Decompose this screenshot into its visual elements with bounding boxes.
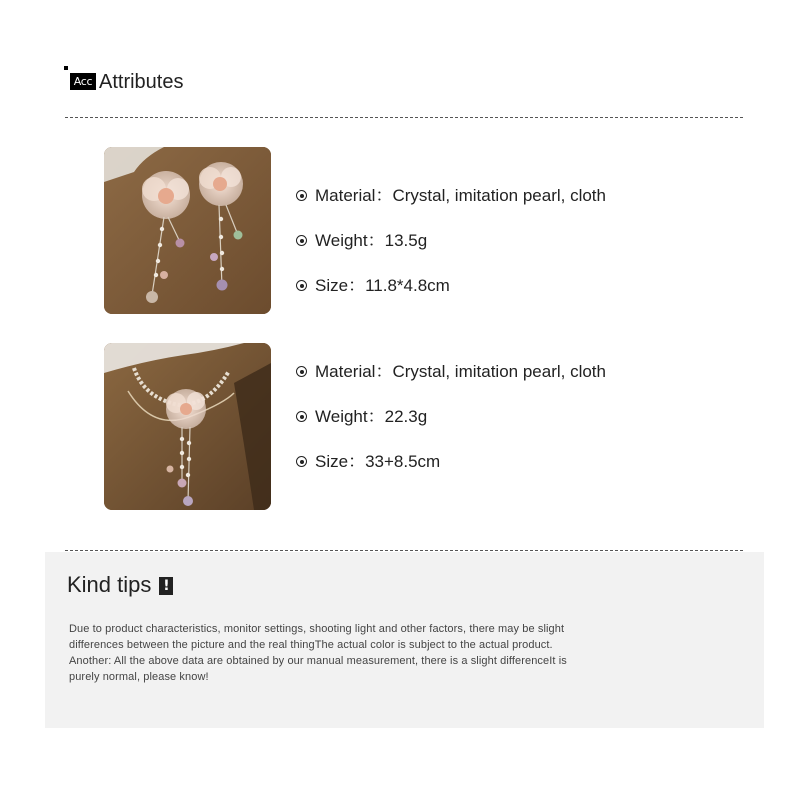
section-title: Attributes — [99, 71, 184, 93]
attribute-value: 11.8*4.8cm — [365, 276, 450, 295]
kind-tips-panel — [45, 552, 764, 728]
tips-line: differences between the picture and the real thingThe actual color is subject to the actual product. — [69, 639, 553, 651]
attribute-label: Size — [315, 452, 349, 471]
necklace-photo — [104, 343, 271, 510]
attribute-separator: ： — [375, 186, 393, 205]
kind-tips-title — [67, 572, 173, 598]
tips-line: Another: All the above data are obtained by our manual measurement, there is a slight differenceIt is — [69, 655, 567, 667]
bullet-icon — [296, 411, 307, 422]
attribute-separator: ： — [348, 452, 366, 471]
bullet-icon — [296, 280, 307, 291]
attribute-value: 22.3g — [384, 407, 428, 426]
attribute-value: Crystal, imitation pearl, cloth — [392, 186, 606, 205]
header-badge: Acc — [70, 73, 96, 90]
tips-line: Due to product characteristics, monitor settings, shooting light and other factors, there may be slight — [69, 623, 565, 635]
attribute-separator: ： — [348, 276, 366, 295]
bullet-icon — [296, 366, 307, 377]
attribute-value: 13.5g — [384, 231, 428, 250]
attribute-label: Weight — [315, 407, 368, 426]
bullet-icon — [296, 235, 307, 246]
earrings-photo — [104, 147, 271, 314]
attribute-separator: ： — [375, 362, 393, 381]
attribute-separator: ： — [367, 231, 385, 250]
top-divider — [65, 117, 743, 118]
attribute-value: Crystal, imitation pearl, cloth — [392, 362, 606, 381]
tips-line: purely normal, please know! — [69, 671, 209, 683]
bullet-icon — [296, 190, 307, 201]
bottom-divider — [65, 550, 743, 551]
attribute-label: Weight — [315, 231, 368, 250]
kind-tips-text — [69, 621, 649, 685]
exclamation-icon: ! — [159, 577, 173, 595]
kind-tips-heading: Kind tips — [67, 572, 152, 597]
attribute-label: Size — [315, 276, 349, 295]
attribute-label: Material — [315, 186, 376, 205]
attribute-label: Material — [315, 362, 376, 381]
attribute-separator: ： — [367, 407, 385, 426]
header-dot — [64, 66, 68, 70]
bullet-icon — [296, 456, 307, 467]
attribute-value: 33+8.5cm — [365, 452, 441, 471]
